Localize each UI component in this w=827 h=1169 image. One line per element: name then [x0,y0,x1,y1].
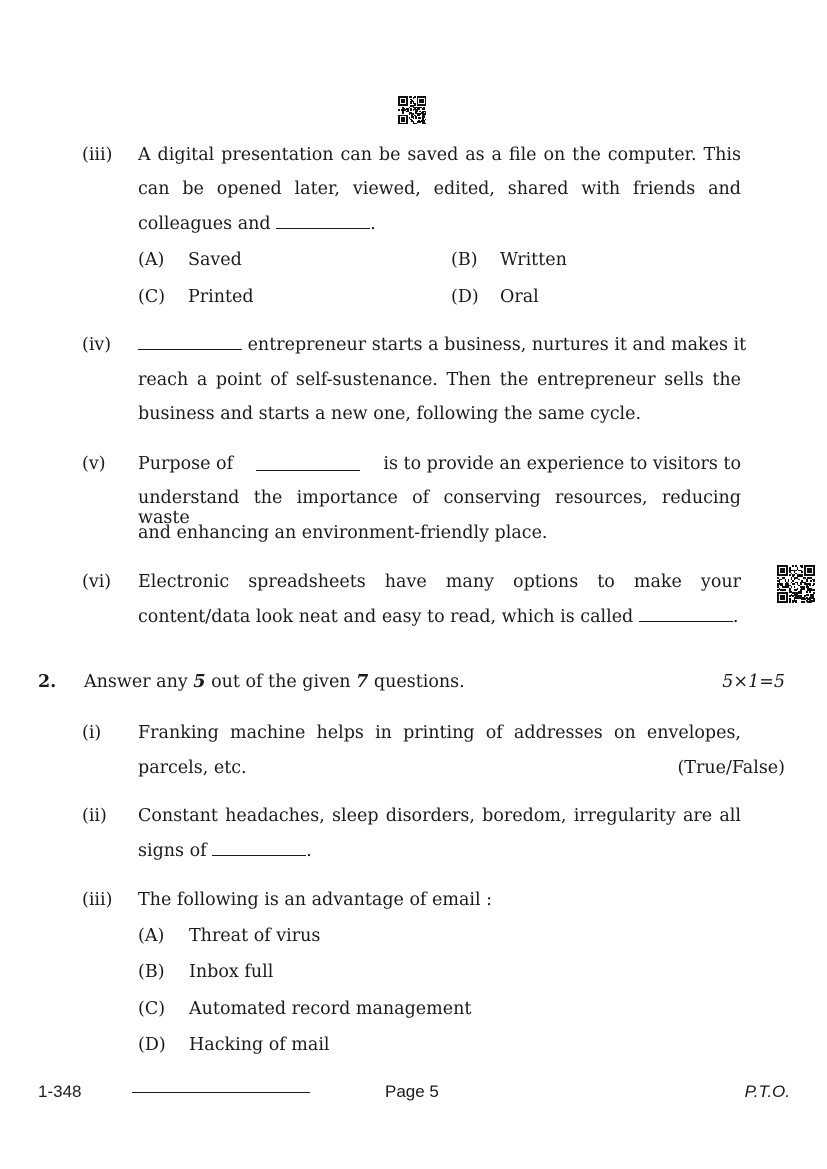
fill-in-blank [212,841,306,856]
footer-divider [132,1092,310,1093]
question-text-line: parcels, etc. [138,758,247,778]
paper-code: 1-348 [38,1082,82,1101]
qr-code-top [398,96,426,124]
option-text: Saved [188,250,242,270]
question-text-line: Constant headaches, sleep disorders, boredom, irregularity are all [138,806,741,826]
question-text-line: Franking machine helps in printing of addresses on envelopes, [138,723,741,743]
qr-code-side [777,565,815,603]
answer-hint: (True/False) [677,758,785,778]
question-number: 2. [38,672,57,692]
option-letter: (B) [138,962,165,982]
question-text-line: reach a point of self-sustenance. Then the entrepreneur sells the [138,370,741,390]
question-label: (iii) [82,890,113,910]
question-label: (i) [82,723,102,743]
option-text: Automated record management [189,999,472,1019]
question-text-line: signs of . [138,841,312,861]
question-text-line: colleagues and . [138,214,376,234]
please-turn-over: P.T.O. [744,1082,790,1101]
option-letter: (C) [138,287,166,307]
page-number: Page 5 [385,1082,439,1101]
option-letter: (A) [138,926,165,946]
fill-in-blank [256,456,360,471]
option-letter: (D) [451,287,479,307]
question-text-line: and enhancing an environment-friendly place. [138,523,548,543]
option-text: Hacking of mail [189,1035,330,1055]
question-instruction: Answer any 5 out of the given 7 questions. [84,672,465,692]
fill-in-blank [639,607,733,622]
question-label: (ii) [82,806,107,826]
question-text-line: Purpose of is to provide an experience to visitors to [138,454,741,474]
question-text-line: can be opened later, viewed, edited, shared with friends and [138,179,741,199]
question-text-line: A digital presentation can be saved as a file on the computer. This [138,145,741,165]
option-text: Oral [500,287,539,307]
question-text-line: Electronic spreadsheets have many options to make your [138,572,741,592]
question-text-line: The following is an advantage of email : [138,890,493,910]
marks-allocation: 5×1=5 [722,672,785,692]
option-letter: (D) [138,1035,166,1055]
option-text: Written [500,250,567,270]
question-label: (vi) [82,572,112,592]
question-text-line: business and starts a new one, following the same cycle. [138,404,642,424]
option-letter: (B) [451,250,478,270]
question-text-line: content/data look neat and easy to read, which is called . [138,607,739,627]
fill-in-blank [138,335,242,350]
option-letter: (C) [138,999,166,1019]
question-text-line: understand the importance of conserving resources, reducing waste [138,488,741,528]
option-text: Inbox full [189,962,274,982]
option-letter: (A) [138,250,165,270]
option-text: Printed [188,287,254,307]
question-text-line: entrepreneur starts a business, nurtures it and makes it [138,335,746,355]
fill-in-blank [276,214,370,229]
question-label: (v) [82,454,106,474]
question-label: (iii) [82,145,113,165]
question-label: (iv) [82,335,112,355]
option-text: Threat of virus [189,926,321,946]
